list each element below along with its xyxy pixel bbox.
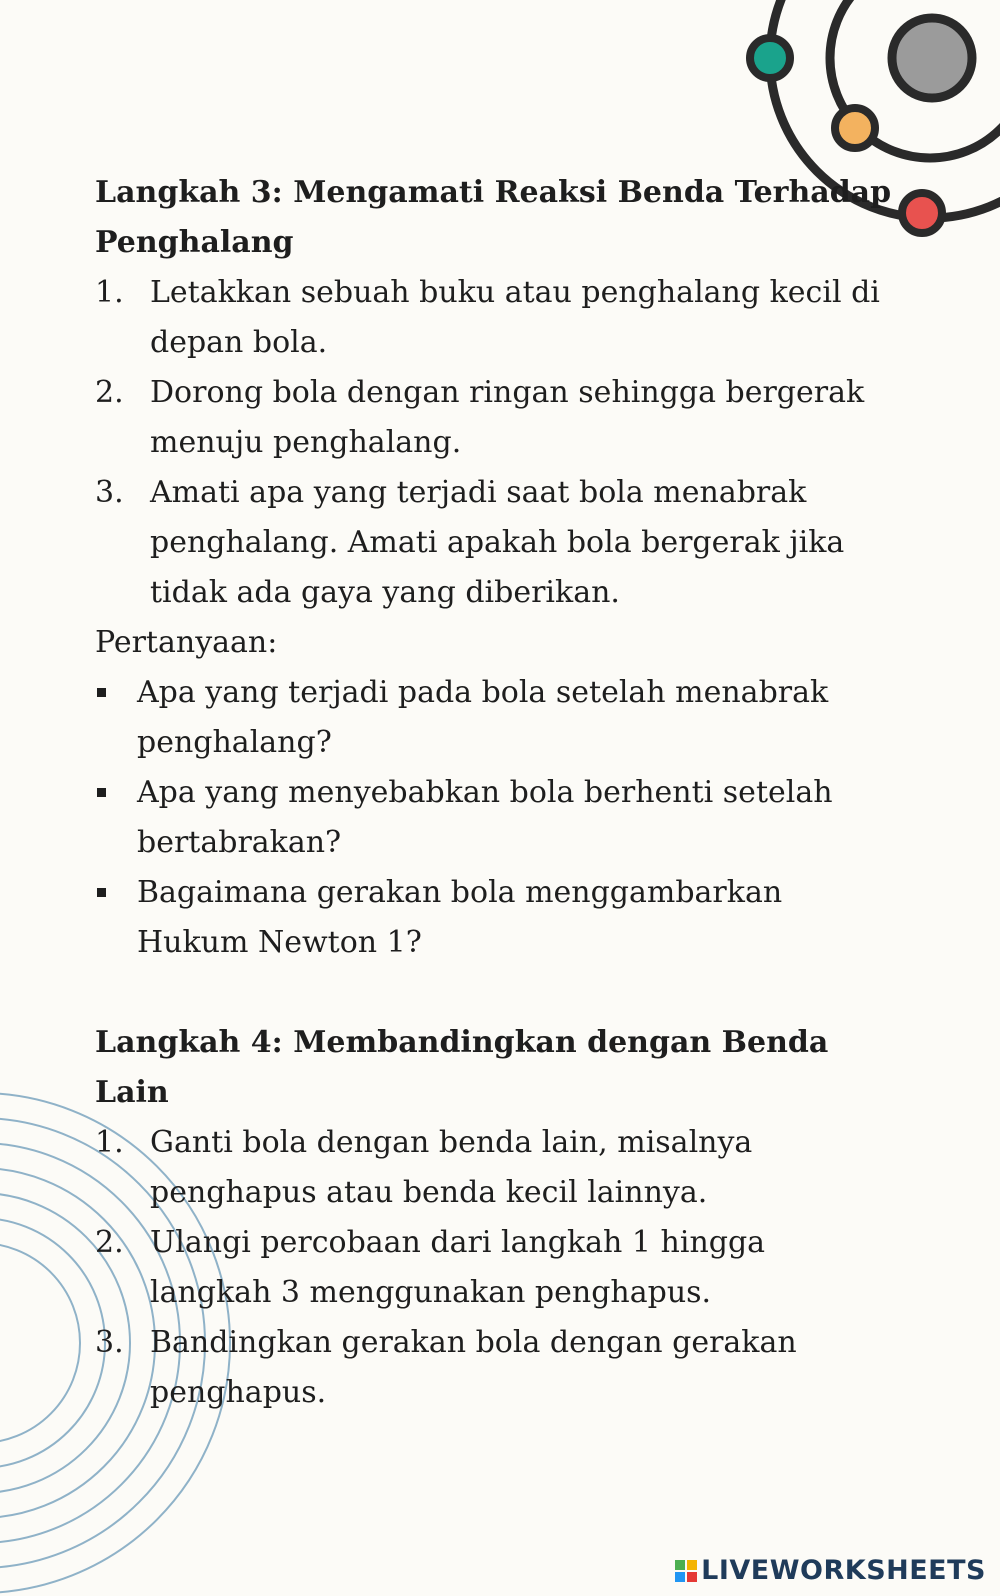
bullet-icon (97, 688, 106, 697)
list-item: 2. Ulangi percobaan dari langkah 1 hingga langkah 3 menggunakan penghapus. (95, 1225, 766, 1310)
worksheet-content (95, 168, 895, 1418)
section4-heading: Langkah 4: Membandingkan dengan Benda Lain (95, 1025, 829, 1110)
questions-label: Pertanyaan: (95, 625, 278, 660)
list-item: 1. Letakkan sebuah buku atau penghalang kecil di depan bola. (95, 275, 880, 360)
bullet-icon (97, 888, 106, 897)
liveworksheets-logo[interactable] (675, 1555, 986, 1586)
list-item: 1. Ganti bola dengan benda lain, misalnya penghapus atau benda kecil lainnya. (95, 1125, 753, 1210)
bullet-icon (97, 788, 106, 797)
list-item: 3. Amati apa yang terjadi saat bola menabrak penghalang. Amati apakah bola bergerak jika tidak ada gaya yang diberikan. (95, 475, 845, 610)
question-item: Bagaimana gerakan bola menggambarkan Hukum Newton 1? (95, 868, 895, 968)
brand-name: LIVEWORKSHEETS (701, 1555, 986, 1586)
question-item: Apa yang terjadi pada bola setelah menabrak penghalang? (95, 668, 895, 768)
section3-heading: Langkah 3: Mengamati Reaksi Benda Terhadap Penghalang (95, 175, 892, 260)
list-item: 3. Bandingkan gerakan bola dengan gerakan penghapus. (95, 1325, 797, 1410)
list-item: 2. Dorong bola dengan ringan sehingga bergerak menuju penghalang. (95, 375, 865, 460)
question-list (95, 668, 895, 968)
section3-steps (95, 268, 895, 618)
question-item: Apa yang menyebabkan bola berhenti setelah bertabrakan? (95, 768, 895, 868)
logo-icon (675, 1560, 697, 1582)
section4-steps (95, 1118, 895, 1418)
